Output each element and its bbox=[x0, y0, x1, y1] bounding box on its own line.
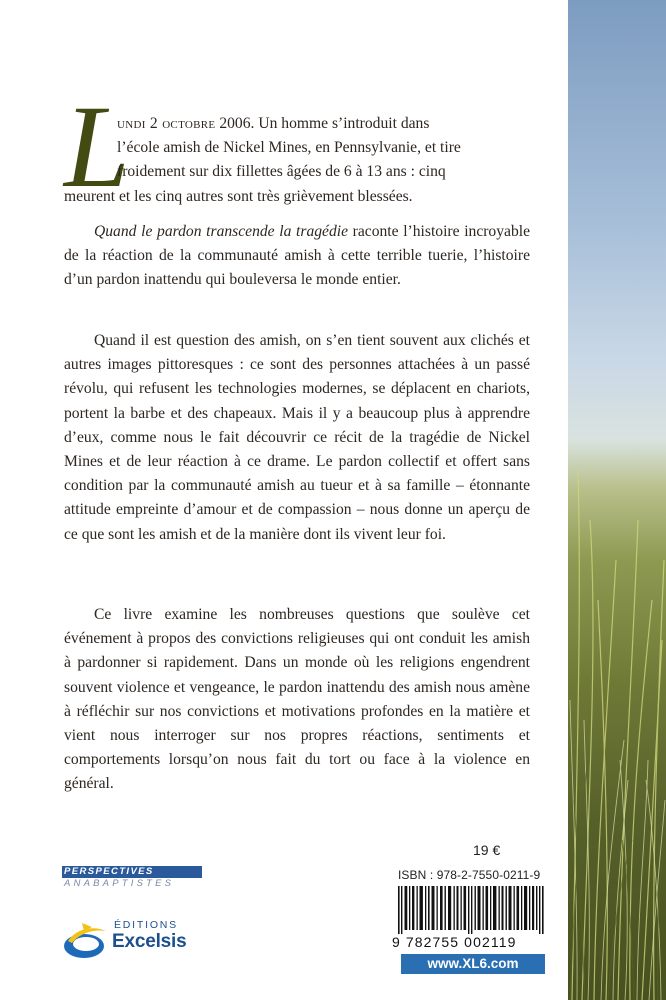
cover-photo-grass bbox=[568, 0, 666, 1000]
paragraph-summary bbox=[64, 220, 530, 293]
paragraph-intro bbox=[64, 112, 530, 209]
questions-text: Ce livre examine les nombreuses questions que soulève cet événement à propos des convictions religieuses qui ont conduit les amish à pardonner si rapidement. Dans un monde où les religions engendrent souvent violence et vengeance, le pardon inattendu des amish nous amène à réfléchir sur nos convictions et motivations profondes en la matière et vient nous interroger sur nos propres réactions, sentiments et comportements lorsqu’on nous fait du tort ou face à la violence en général. bbox=[64, 606, 530, 793]
publisher-mark-icon bbox=[62, 919, 110, 961]
intro-line-3: froidement sur dix fillettes âgées de 6 à 13 ans : cinq bbox=[117, 163, 446, 181]
intro-line-2: l’école amish de Nickel Mines, en Pennsylvanie, et tire bbox=[117, 139, 461, 157]
summary-text: raconte l’histoire incroyable de la réaction de la communauté amish à cette terrible tuerie, l’histoire d’un pardon inattendu qui bouleversa le monde entier. bbox=[64, 223, 530, 289]
series-logo bbox=[62, 866, 212, 890]
website-link[interactable]: www.XL6.com bbox=[401, 954, 545, 974]
barcode bbox=[398, 886, 546, 934]
publisher-logo bbox=[62, 917, 232, 967]
isbn-label: ISBN : 978-2-7550-0211-9 bbox=[398, 868, 541, 882]
price-label: 19 € bbox=[473, 842, 501, 858]
intro-date-smallcaps: undi 2 octobre bbox=[117, 115, 216, 132]
book-title-italic: Quand le pardon transcende la tragédie bbox=[94, 223, 349, 240]
drop-cap-letter: L bbox=[64, 81, 130, 212]
series-logo-top: PERSPECTIVES bbox=[62, 866, 202, 878]
barcode-digits: 9 782755 002119 bbox=[392, 934, 517, 950]
publisher-editions: ÉDITIONS bbox=[114, 919, 178, 931]
paragraph-questions bbox=[64, 603, 530, 797]
series-logo-bottom: ANABAPTISTES bbox=[64, 878, 175, 889]
cliches-text: Quand il est question des amish, on s’en tient souvent aux clichés et autres images pittoresques : ce sont des personnes attachées à un passé révolu, qui refusent les technologies modernes, se déplacent en chariots, portent la barbe et des chapeaux. Mais il y a beaucoup plus à apprendre d’eux, comme nous le fait découvrir ce récit de la tragédie de Nickel Mines et de leur réaction à ce drame. Le pardon collectif et offert sans condition par la communauté amish au tueur et à sa famille – étonnante attitude empreinte d’amour et de compassion – nous donne un aperçu de ce que sont les amish et de la manière dont ils vivent leur foi. bbox=[64, 332, 530, 543]
intro-line-1-rest: 2006. Un homme s’introduit dans bbox=[215, 115, 430, 132]
paragraph-cliches bbox=[64, 329, 530, 547]
publisher-name: Excelsis bbox=[112, 931, 187, 952]
grass-illustration bbox=[568, 0, 666, 1000]
intro-line-1 bbox=[64, 112, 530, 136]
intro-line-4: meurent et les cinq autres sont très grièvement blessées. bbox=[64, 187, 413, 205]
